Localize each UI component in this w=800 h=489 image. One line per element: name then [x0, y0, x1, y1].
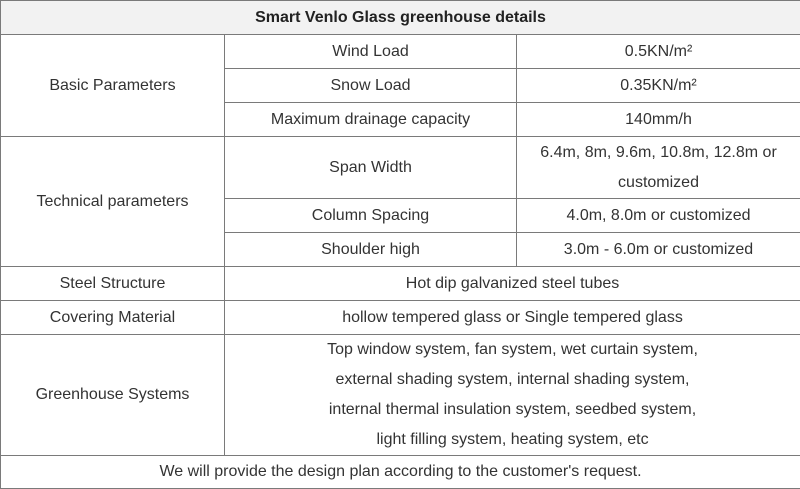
basic-parameters-label: Basic Parameters [1, 35, 225, 137]
greenhouse-systems-line-1: Top window system, fan system, wet curtain system, [327, 341, 698, 358]
column-spacing-value: 4.0m, 8.0m or customized [517, 199, 800, 233]
drainage-capacity-value: 140mm/h [517, 103, 800, 137]
table-row [1, 137, 800, 199]
footer-note: We will provide the design plan according to the customer's request. [1, 456, 800, 489]
table-row [1, 456, 800, 489]
technical-parameters-label: Technical parameters [1, 137, 225, 267]
span-width-value-line-2: customized [618, 173, 699, 191]
table-row [1, 35, 800, 69]
wind-load-label: Wind Load [225, 35, 517, 69]
steel-structure-value: Hot dip galvanized steel tubes [225, 267, 800, 301]
greenhouse-systems-line-2: external shading system, internal shading system, [335, 371, 690, 388]
covering-material-value: hollow tempered glass or Single tempered glass [225, 301, 800, 335]
greenhouse-systems-value [225, 335, 800, 456]
snow-load-value: 0.35KN/m² [517, 69, 800, 103]
table-row [1, 301, 800, 335]
column-spacing-label: Column Spacing [225, 199, 517, 233]
snow-load-label: Snow Load [225, 69, 517, 103]
span-width-label: Span Width [225, 137, 517, 199]
shoulder-high-value: 3.0m - 6.0m or customized [517, 233, 800, 267]
wind-load-value: 0.5KN/m² [517, 35, 800, 69]
drainage-capacity-label: Maximum drainage capacity [225, 103, 517, 137]
table-row [1, 1, 800, 35]
table-title: Smart Venlo Glass greenhouse details [1, 1, 800, 35]
greenhouse-systems-line-3: internal thermal insulation system, seedbed system, [328, 401, 697, 418]
span-width-value [517, 137, 800, 199]
steel-structure-label: Steel Structure [1, 267, 225, 301]
table-row [1, 335, 800, 456]
shoulder-high-label: Shoulder high [225, 233, 517, 267]
greenhouse-systems-line-4: light filling system, heating system, etc [376, 431, 649, 448]
greenhouse-systems-label: Greenhouse Systems [1, 335, 225, 456]
table-row [1, 267, 800, 301]
covering-material-label: Covering Material [1, 301, 225, 335]
span-width-value-line-1: 6.4m, 8m, 9.6m, 10.8m, 12.8m or [540, 143, 777, 161]
